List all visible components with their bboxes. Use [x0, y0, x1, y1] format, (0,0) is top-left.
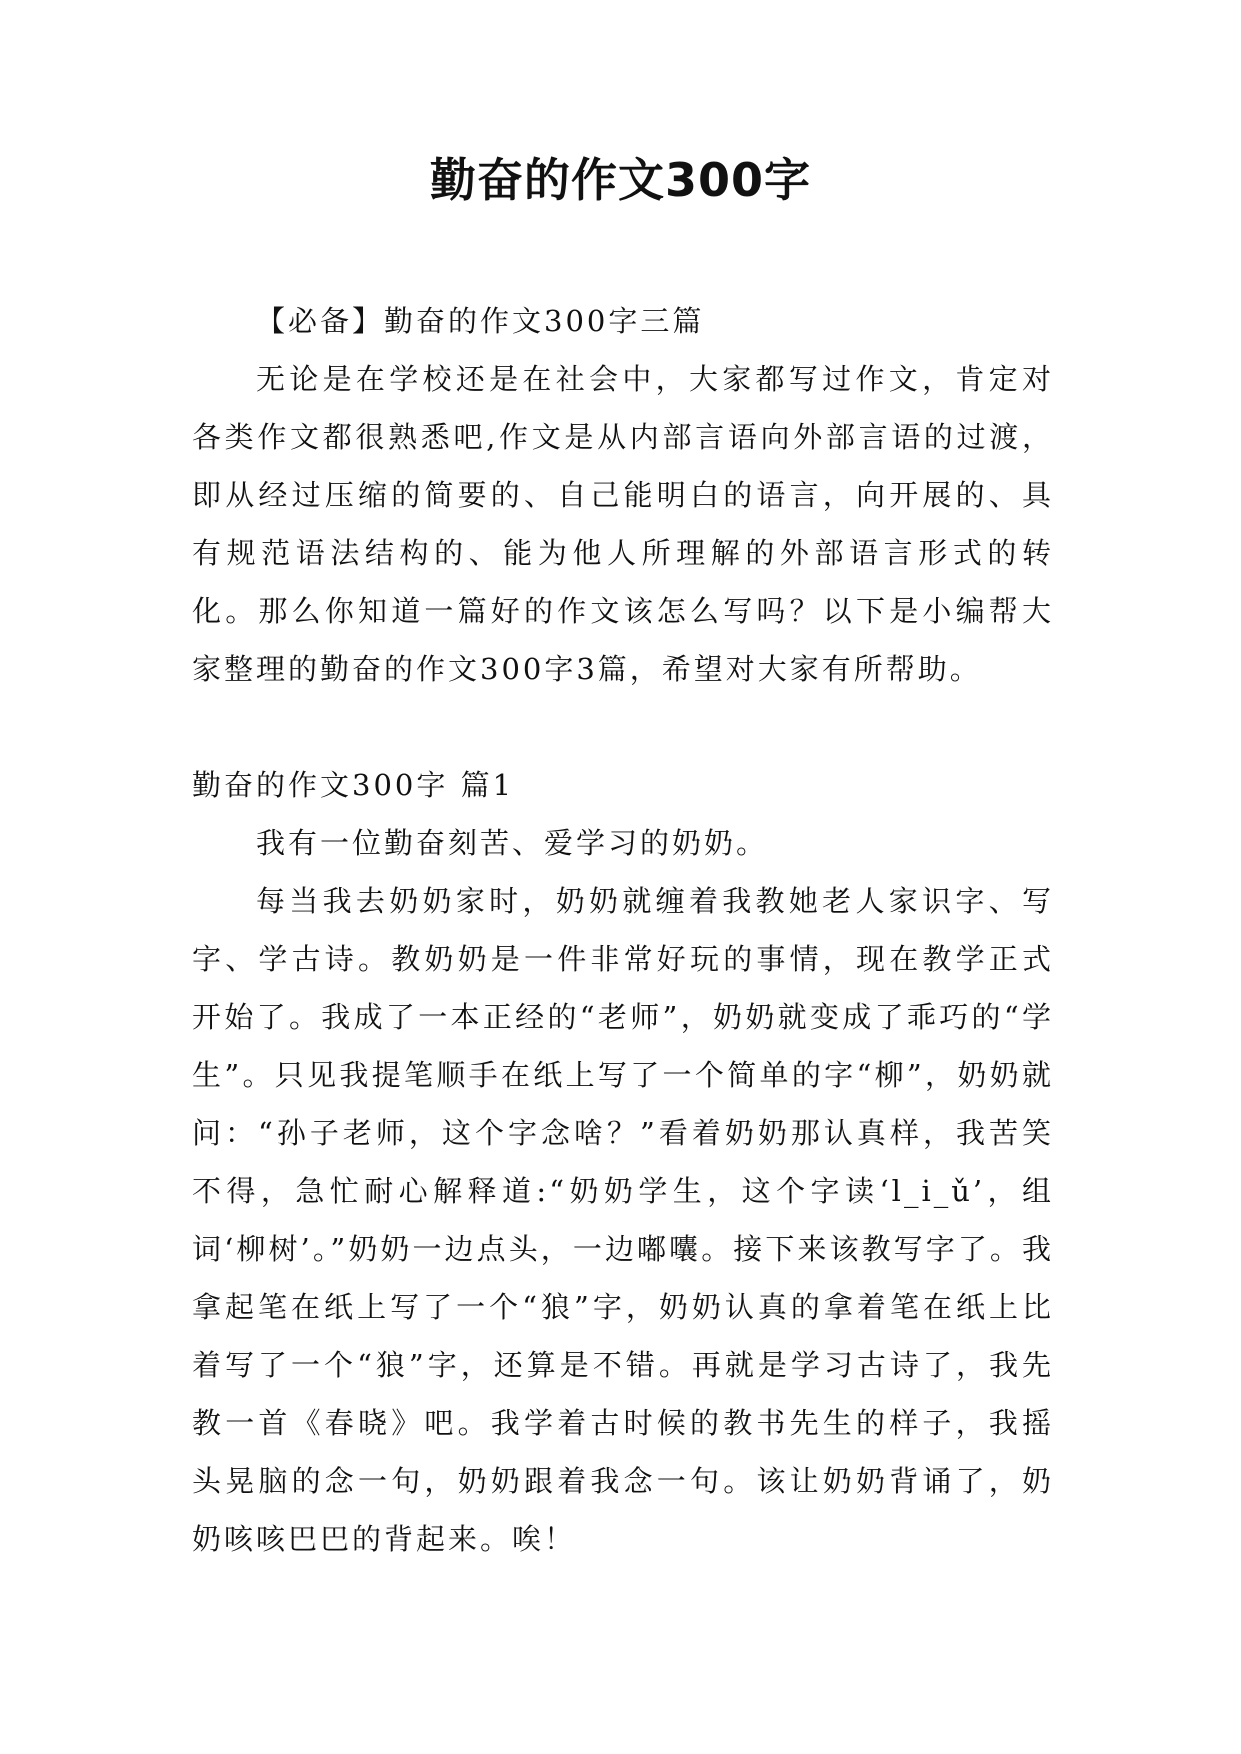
intro-paragraph: 无论是在学校还是在社会中，大家都写过作文，肯定对各类作文都很熟悉吧,作文是从内部言语向外部言语的过渡，即从经过压缩的简要的、自己能明白的语言，向开展的、具有规范语法结构的、能为他人所理解的外部语言形式的转化。那么你知道一篇好的作文该怎么写吗？以下是小编帮大家整理的勤奋的作文300字3篇，希望对大家有所帮助。: [192, 362, 1054, 686]
document-body: [192, 292, 1054, 1568]
essay-paragraph-2: 每当我去奶奶家时，奶奶就缠着我教她老人家识字、写字、学古诗。教奶奶是一件非常好玩的事情，现在教学正式开始了。我成了一本正经的“老师”，奶奶就变成了乖巧的“学生”。只见我提笔顺手在纸上写了一个简单的字“柳”，奶奶就问：“孙子老师，这个字念啥？”看着奶奶那认真样，我苦笑不得，急忙耐心解释道:“奶奶学生，这个字读‘l_i_ǔ’，组词‘柳树’。”奶奶一边点头，一边嘟囔。接下来该教写字了。我拿起笔在纸上写了一个“狼”字，奶奶认真的拿着笔在纸上比着写了一个“狼”字，还算是不错。再就是学习古诗了，我先教一首《春晓》吧。我学着古时候的教书先生的样子，我摇头晃脑的念一句，奶奶跟着我念一句。该让奶奶背诵了，奶奶咳咳巴巴的背起来。唉！: [192, 884, 1054, 1556]
essay-paragraph-1: 我有一位勤奋刻苦、爱学习的奶奶。: [256, 826, 769, 860]
intro-heading: 【必备】勤奋的作文300字三篇: [256, 304, 705, 338]
document-title: 勤奋的作文300字: [429, 153, 812, 207]
section-heading: 勤奋的作文300字 篇1: [192, 768, 515, 802]
